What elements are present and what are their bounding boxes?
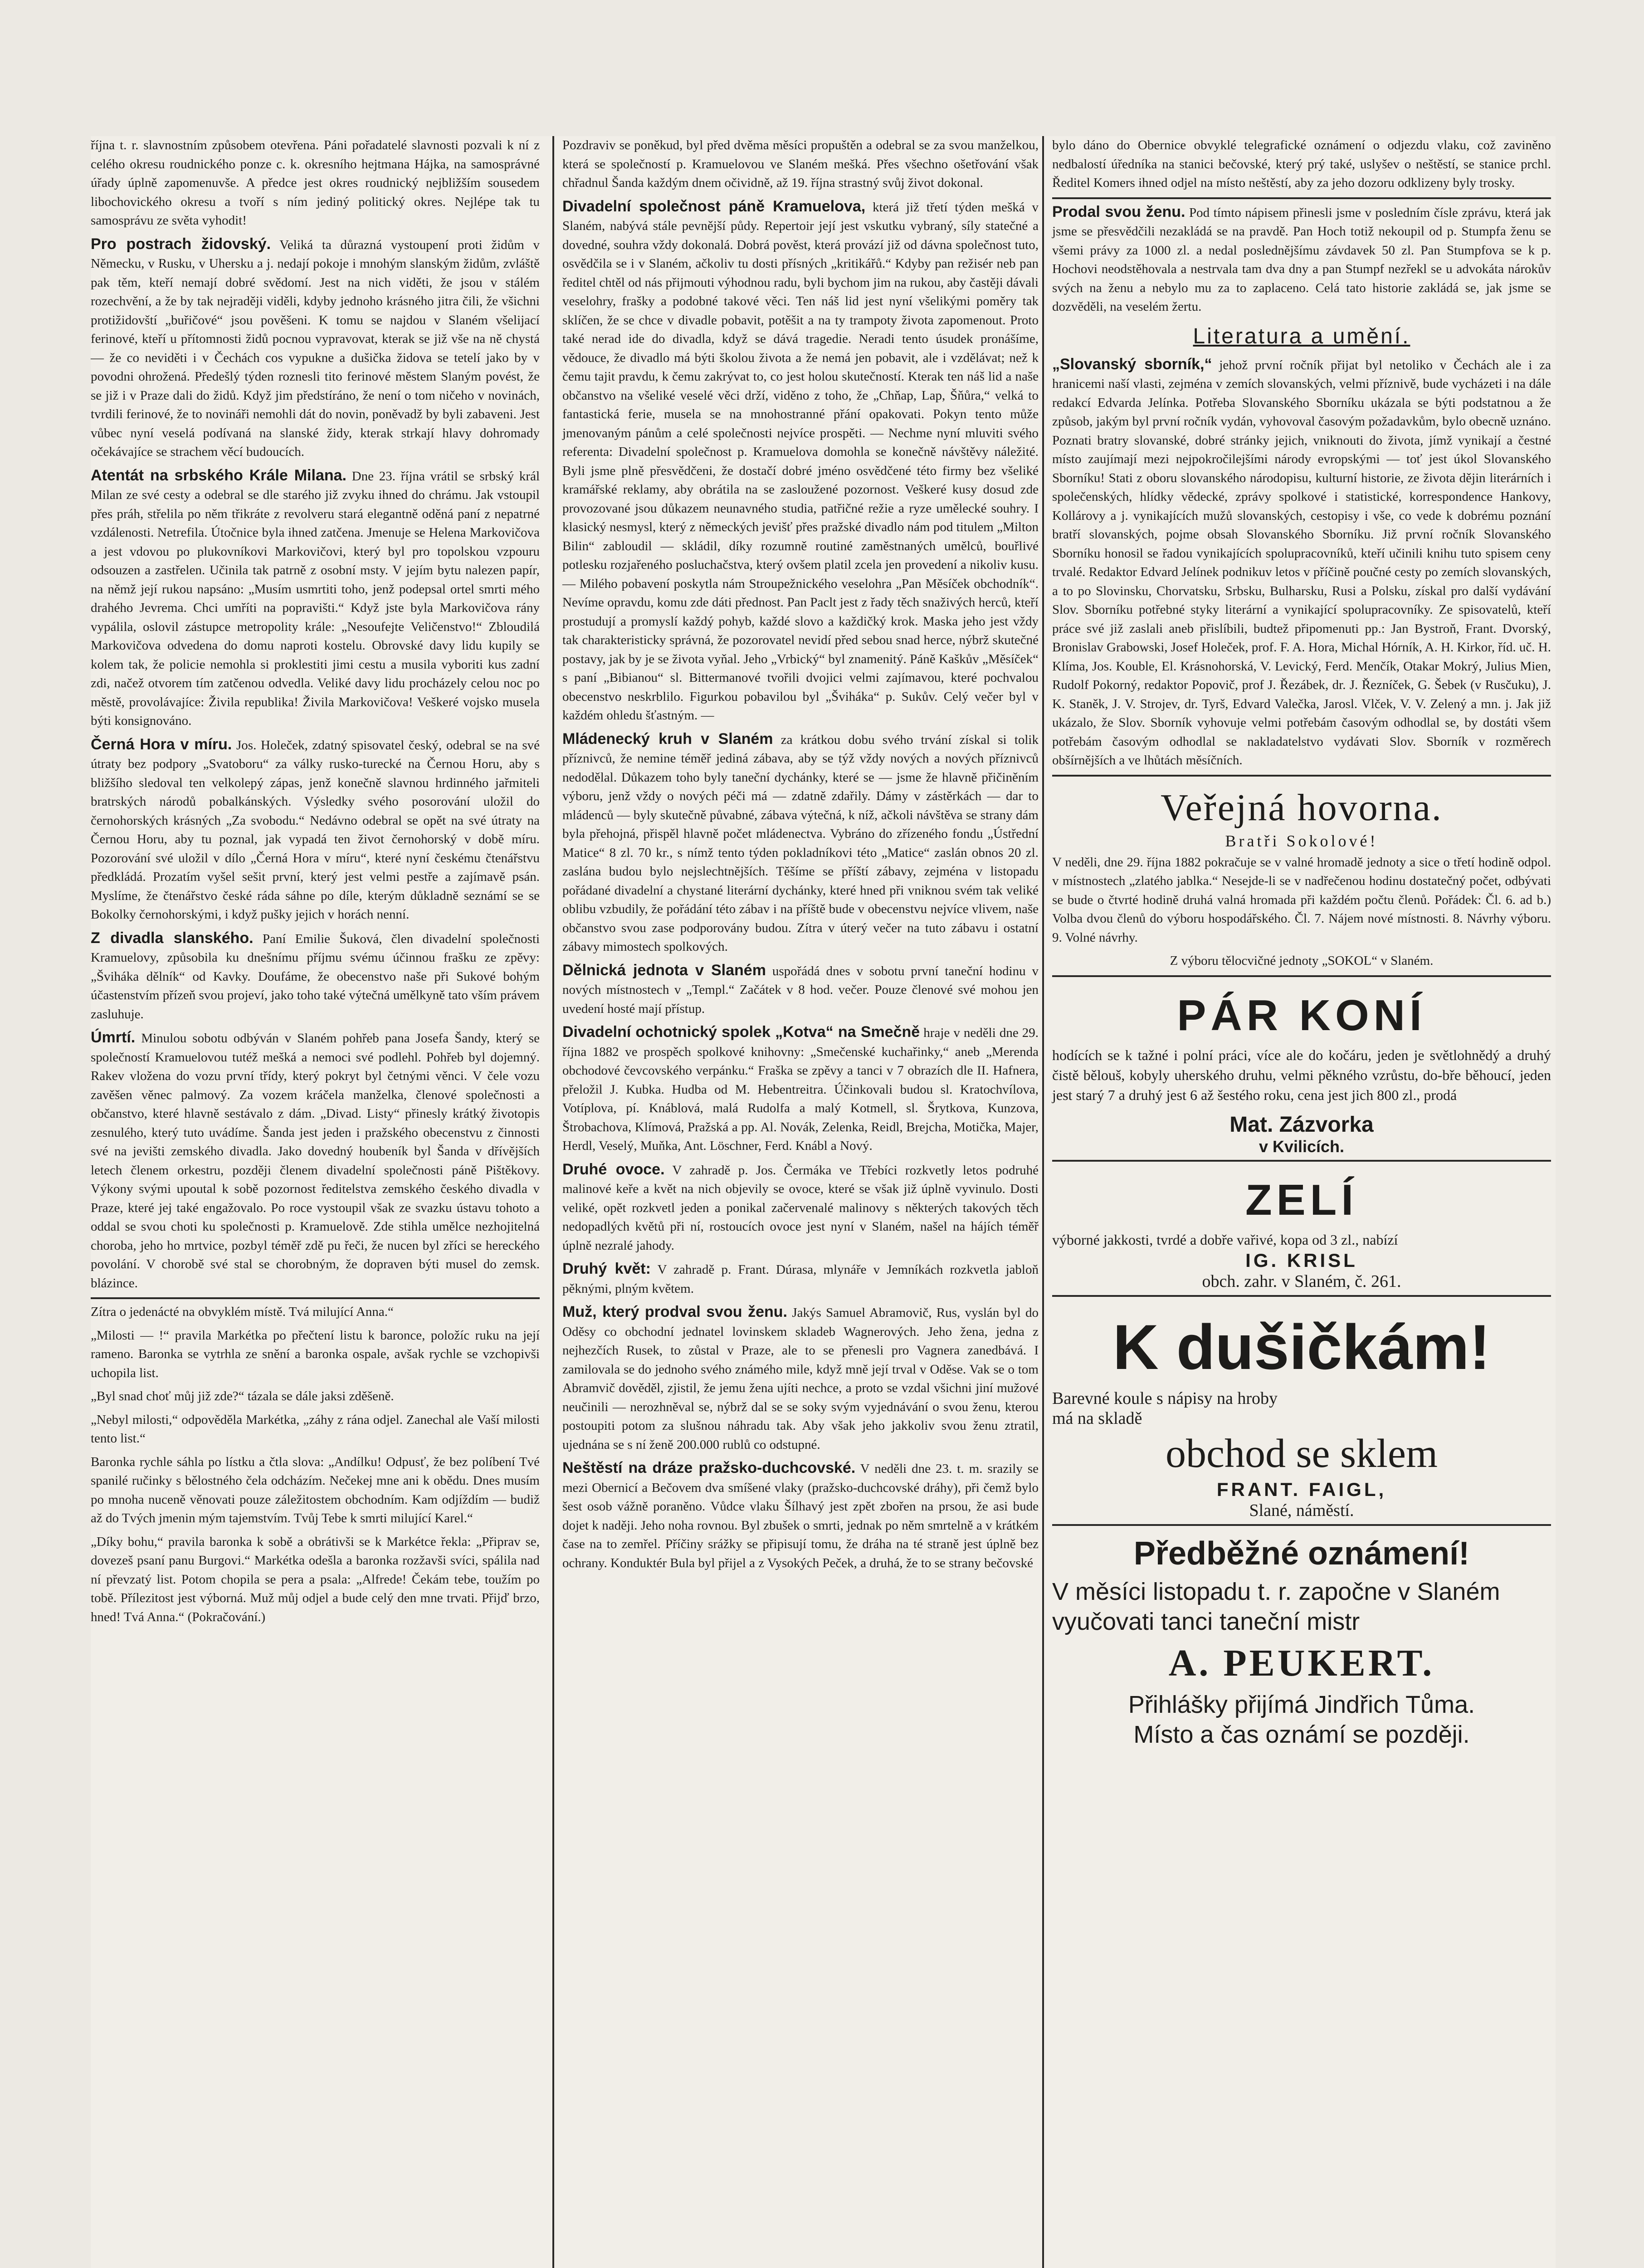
ad-tanec-foot: Místo a čas oznámí se později.	[1133, 1721, 1470, 1748]
article-muz	[562, 1303, 1039, 1454]
column-2	[562, 136, 1039, 1577]
divider	[1052, 1160, 1551, 1162]
ad-dusicky-line: má na skladě	[1052, 1408, 1142, 1428]
ad-dusicky-line: Barevné koule s nápisy na hroby	[1052, 1388, 1278, 1408]
article-heading: Dělnická jednota v Slaném	[562, 961, 766, 979]
ad-horses-title: PÁR KONÍ	[1177, 991, 1426, 1040]
ad-horses-place: v Kvilicích.	[1259, 1137, 1345, 1156]
feuilleton-text: „Nebyl milosti,“ odpověděla Markétka, „záhy z rána odjel. Zanechal ale Vaší milosti tento list.“	[91, 1412, 540, 1446]
article-body: jehož první ročník přijat byl netoliko v Čechách ale i za hranicemi naší vlasti, zejména v zemích slovanských, velmi příznivě, bude vycházeti i na dále redakcí Edvarda Jelínka. Potřeba Slovanského Sborníku ukázala se býti podstatnou a že způsob, jakým byl první ročník vydán, vyhovoval časovým požadavkům, bylo obecně uznáno. Poznati bratry slovanské, dobré stránky jejich, vniknouti do života, jímž vynikají a čestné místo zaujímají mezi nejpokročilejšími národy evropskými — toť jest úkol Slovanského Sborníku! Stati z oboru slovanského národopisu, kulturní historie, ze života dějin literárních i společenských, hlídky vědecké, zprávy spolkové i statistické, korrespondence Hankovy, Kollárovy a j. vynikajících mužů slovanských, cestopisy i vše, co vede k dobrému poznání bratří slovanských, pojme obsah Slovanského Sborníku. Již první ročník Slovanského Sborníku honosil se řadou vynikajících spolupracovníků, kteří učinili knihu tuto spisem ceny trvalé. Redaktor Edvard Jelínek podnikuv letos v příčině poučné cesty po zemích slovanských, a to po Slovinsku, Chorvatsku, Srbsku, Bulharsku, Rusi a Polsku, získal pro další vydávání Slov. Sborníku potřebné styky literární a vynikající spolupracovníky. Ze spisovatelů, kteří práce své již zaslali aneb přislíbili, budtež připomenuti pp.: Jan Bystroň, Frant. Dvorský, Bronislav Grabowski, Josef Holeček, prof. F. A. Hora, Michal Hórník, A. H. Kirkor, říd. uč. H. Klíma, Jos. Kouble, El. Krásnohorská, V. Levický, Ferd. Menčík, Otakar Mokrý, Julius Mien, Rudolf Pokorný, redaktor Popovič, prof J. Řezábek, dr. J. Řezníček, G. Šebek (v Rusčuku), J. K. Staněk, J. V. Strojev, dr. Tyrš, Edvard Valečka, Jarosl. Vlček, V. V. Zelený a mn. j. Jak již ukázalo, že Slov. Sborník vyhovuje velmi potřebám časovým odhodlal se, by dostáti všem potřebám časovým odhodlal se nakladatelstvo vydávati Slov. Sborník v rozměrech obšírnějších a ve lhůtách měsíčních.	[1052, 357, 1551, 767]
article-kramuel	[562, 197, 1039, 725]
hovorna-signature: Z výboru tělocvičné jednoty „SOKOL“ v Slaném.	[1170, 953, 1434, 968]
divider	[1052, 975, 1551, 977]
ad-dusicky-name: FRANT. FAIGL,	[1216, 1478, 1387, 1500]
ad-zeli-title: ZELÍ	[1245, 1175, 1358, 1224]
article-body: hraje v neděli dne 29. října 1882 ve prospěch spolkové knihovny: „Smečenské kuchařinky,“ aneb „Merenda obchodové čevcovského verpánku.“ Fraška se zpěvy a tanci v 7 obrazích dle II. Hafnera, přeložil J. Kubka. Hudba od M. Hebentreitra. Účinkovali budou sl. Kratochvílova, Votíplova, pí. Knáblová, malá Rudolfa a malý Kotmell, sl. Šrytkova, Kunzova, Štrobachova, Klímová, Pražská a pp. Al. Novák, Zelenka, Reidl, Brejcha, Motička, Majer, Herdl, Veselý, Muňka, Ant. Löschner, Ferd. Knábl a Nový.	[562, 1026, 1039, 1153]
article-prodal	[1052, 203, 1551, 317]
ad-horses-text: hodících se k tažné i polní práci, více ale do kočáru, jeden je světlohnědý a druhý čistě bělouš, kobyly uherského druhu, velmi pěkného vzrůstu, do-bře běhoucí, jeden jest starý 7 a druhý jest 6 až šestého roku, cena jest jich 800 zl., prodá	[1052, 1046, 1551, 1103]
article-body: za krátkou dobu svého trvání získal si tolik příznivců, že nemine téměř jediná zábava, aby se týž vždy nových a nových příznivců nedodělal. Důkazem toho byly taneční dychánky, které se — jsme že hlavně přičiněním výboru, jenž vždy o nových péči má — zdatně zdařily. Dámy v zástěrkách — dar to mládenců — byly skutečně půvabné, zábava výtečná, k níž, ačkoli návštěva se strany dám byla přehojná, přispěl hlavně počet mládenectva. Vybráno do zřízeného fondu „Ústřední Matice“ 8 zl. 70 kr., s nímž tento týden pokladníkovi této „Matice“ zaslán obnos 20 zl. zaslána budou bylo nejslechtnějších. Těšíme se příští zábavy, zejména v listopadu pořádané divadelní a chystané literární dychánky, které hned při vniknou svém tak veliké oblibu vzbudily, že pořádání této zábav i na příště bude v obecenstvu nejvíce vlivem, naše občanstvo svou zase podporovány budou. Zítra v úterý večer na tuto zábavu i ostatní zábavy mimostech spolkových.	[562, 732, 1039, 954]
article-atentat	[91, 466, 540, 731]
ad-tanec-title: Předběžné oznámení!	[1133, 1535, 1470, 1572]
article-body: uspořádá dnes v sobotu první taneční hodinu v nových místnostech v „Templ.“ Začátek v 8 hod. večer. Pouze členové své mohou jen uvedení hosté mají přístup.	[562, 963, 1039, 1016]
ad-dusicky-title: K dušičkám!	[1112, 1311, 1491, 1383]
article-postrach	[91, 235, 540, 462]
divider	[1052, 197, 1551, 199]
article-continuation: Pozdraviv se poněkud, byl před dvěma měsíci propuštěn a odebral se za svou manželkou, která se společností p. Kramuelovou ve Slaném mešká. Přes všechno ošetřování však chřadnul Šanda každým dnem očividně, až 19. října strastný svůj život dokonal.	[562, 138, 1039, 190]
article-heading: Prodal svou ženu.	[1052, 203, 1185, 220]
feuilleton-divider	[91, 1297, 540, 1299]
hovorna-text: V neděli, dne 29. října 1882 pokračuje se v valné hromadě jednoty a sice o třetí hodině odpol. v místnostech „zlatého jablka.“ Nesejde-li se v nadřečenou hodinu dostatečný počet, odbývati se bude o čtvrté hodině druhá valná hromada při každém počtu členů. Pořádek: Čl. 6. ad b.) Volba dvou členů do výboru hospodářského. Čl. 7. Nájem nové místnosti. 8. Návrhy výboru. 9. Volné návrhy.	[1052, 855, 1551, 945]
column-1	[91, 136, 540, 1631]
article-heading: Neštěstí na dráze pražsko-duchcovské.	[562, 1459, 856, 1476]
section-heading-literatura: Literatura a umění.	[1193, 324, 1410, 348]
ad-zeli-name: IG. KRISL	[1245, 1249, 1358, 1271]
article-divadla	[91, 929, 540, 1024]
ad-tanec-foot: Přihlášky přijímá Jindřich Tůma.	[1128, 1691, 1475, 1718]
article-body: Pod tímto nápisem přinesli jsme v posledním čísle zprávu, která jak jsme se přesvědčili nezakládá se na pravdě. Pan Hoch totiž nekoupil od p. Stumpfa ženu se všemi právy za 1000 zl. a nedal poslednějšímu závdavek 50 zl. Pan Stumpfova se k p. Hochovi neodstěhovala a nestrvala tam dva dny a pan Stumpf nezřekl se u advokáta nárokův svých na ženu a nebylo mu za to zaplaceno. Celá tato historie zakládá se, jak jsme se dozvěděli, na veselém žertu.	[1052, 205, 1551, 314]
article-body: která již třetí týden mešká v Slaném, nabývá stále pevnější půdy. Repertoir její jest vskutku vybraný, síly statečné a dovedné, souhra vždy dokonalá. Dobrá pověst, která provází již od dávna společnost tuto, osvědčila se i v Slaném, ačkoliv tu dosti přísných „kritikářů.“ Kdyby pan režisér neb pan ředitel chtěl od nás přijmouti výhodnou radu, byli bychom jim na rukou, aby častěji dávali veselohry, frašky a podobné takové věci. Ten náš lid jest nyní všelikými poměry tak sklíčen, že se chce v divadle pobavit, potěšit a na ty trampoty života zapomenout. Proto také nerad ide do divadla, když se dává tragedie. Neradi tento úsudek pronášíme, vědouce, že divadlo má býti školou života a že nemá jen pobavit, ale i vzdělávat; než k čemu tajit pravdu, k čemu zakrývat to, co jest holou skutečností. Kterak ten náš lid a naše občanstvo na všeliké veselé věci drží, viděno z toho, že „Chňap, Lap, Šňůra,“ velká to fantastická ferie, musela se na mnohostranné přání opakovati. Pokyn tento může jmenovaným pánům a celé společnosti nejvíce prospěti. — Nechme nyní mluviti svého referenta: Divadelní společnost p. Kramuelova domohla se konečně návštěvy náležité. Byli jsme plně přesvědčeni, že dostačí dobré jméno osvědčené této firmy bez všeliké kramářské reklamy, aby obrátila na se zasloužené pozornost. Veškeré kusy dosud zde provozované jsou důkazem neunavného studia, patřičné režie a ryze umělecké souhry. I klasický nesmysl, který z německých jevišť přes pražské divadlo nám pod titulem „Milton Bilin“ zabloudil — skládil, díky rozumně routiné zaměstnaných umělců, bouřlivé potlesku rozjařeného posluchačstva, který ovšem platil zcela jen provedení a nikoliv kusu. — Milého pobavení poskytla nám Stroupežnického veselohra „Pan Měsíček obchodník“. Nevíme opravdu, komu zde dáti přednost. Pan Paclt jest z řady těch snaživých herců, kteří prostudují a promyslí každý pohyb, každé slovo a každičký krok. Maska jeho jest vždy tak charakteristicky správná, že pozorovatel nevidí před sebou snad herce, nýbrž skutečné postavy, jak by je se života vyňal. Jeho „Vrbický“ byl znamenitý. Páně Kaškův „Měsíček“ s paní „Bibianou“ sl. Bittermanové tvořili dvojici velmi zajímavou, které pochvalou obecenstvo neskrblilo. Figurkou pobavilou byl „Šviháka“ p. Sukův. Celý večer byl v každém ohledu šťastným. —	[562, 200, 1039, 723]
ad-zeli-place: obch. zahr. v Slaném, č. 261.	[1202, 1271, 1401, 1291]
article-delnicka	[562, 961, 1039, 1019]
ad-dusicky-place: Slané, náměstí.	[1249, 1501, 1354, 1520]
article-heading: Černá Hora v míru.	[91, 735, 232, 753]
feuilleton-text: „Díky bohu,“ pravila baronka k sobě a obrátivši se k Markétce řekla: „Připrav se, dovezeš psaní panu Burgovi.“ Markétka odešla a baronka rozžavši svíci, spálila nad ní převzatý list. Potom chopila se pera a psala: „Alfrede! Čekám tebe, toužím po tobě. Přílezitost jest výborná. Muž můj odjel a bude celý den mne trvati. Přijď brzo, hned! Tvá Anna.“ (Pokračování.)	[91, 1534, 540, 1624]
feuilleton-text: Baronka rychle sáhla po lístku a čtla slova: „Andílku! Odpusť, že bez políbení Tvé spanilé ručinky s bělostného čela odcházím. Nečekej mne ani k obědu. Dnes musím po mnoha nuceně věnovati pouze záležitostem obchodním. Kam odjíždím — budiž až do Tvých jmenin mým tajemstvím. Tvůj Tebe k smrti milující Karel.“	[91, 1454, 540, 1525]
divider	[1052, 775, 1551, 777]
article-body: V zahradě p. Frant. Dúrasa, mlynáře v Jemníkách rozkvetla jabloň pěknými, plným květem.	[562, 1262, 1039, 1296]
feuilleton-text: „Byl snad choť můj již zde?“ tázala se dále jaksi zděšeně.	[91, 1389, 394, 1403]
article-heading: Druhé ovoce.	[562, 1160, 665, 1178]
article-heading: Druhý květ:	[562, 1260, 651, 1277]
ad-horses-name: Mat. Zázvorka	[1229, 1112, 1374, 1137]
article-body: Paní Emilie Šuková, člen divadelní společnosti Kramuelovy, způsobila ku dnešnímu příjmu svému účinnou frašku ze zpěvy: „Šviháka dělník“ od Kavky. Doufáme, že obecenstvo naše při Sukové bohým účastenstvím přízeň svou projeví, jako toho také výtečná umělkyně tato vším právem zasluhuje.	[91, 931, 540, 1022]
newspaper-page	[91, 136, 1556, 2268]
article-body: Dne 23. října vrátil se srbský král Milan ze své cesty a odebral se dle starého již zvyku ihned do chrámu. Jak vstoupil přes práh, střelila po něm třikráte z revolveru stará elegantně oděná paní z nepatrné vzdálenosti. Netrefila. Útočnice byla ihned zatčena. Jmenuje se Helena Markovičova a jest vdovou po plukovníkovi Markovičovi, který byl pro topolskou vzpouru odsouzen a zastřelen. Učinila tak patrně z osobní msty. V jejím bytu nalezen papír, na němž její rukou napsáno: „Musím usmrtiti toho, jenž podepsal ortel smrti mého drahého Jevrema. Chci umříti na popravišti.“ Když jste byla Markovičova rány vypálila, oslovil zástupce metropolity krále: „Nesoufejte Veličenstvo!“ Zbloudilá Markovičova odvedena do domu naproti kostelu. Obrovské davy lidu kupily se kolem tak, že policie nemohla si proklestiti jimi cestu a musila vyboriti kus zadní zdi, načež otvorem tím zatčenou odvedla. Veliké davy lidu procházely celou noc po městě, provolávajíce: Živila republika! Živila Markovičova! Veškeré vojsko musela býti konsignováno.	[91, 469, 540, 728]
article-body: Jos. Holeček, zdatný spisovatel český, odebral se na své útraty bez podpory „Svatoboru“ za války rusko-turecké na Černou Horu, aby s bližšího sledoval ten velkolepý zápas, jenž konečně slavnou hrdinného jařmiteli bratrských národů pobalkánských. Výsledky svého posorování uložil do černohorských krásných „Za svobodu.“ Nedávno odebral se opět na své útraty na Černou Horu, aby tu poznal, jak vypadá ten život černohorský v době míru. Pozorování své uložil v dílo „Černá Hora v míru“, které nyní českému čtenářstvu předkládá. Prozatím vyšel sešit první, který jest velmi pestře a zajímavě psán. Myslíme, že čtenářstvo české ráda sáhne po díle, kterým důkladně seznámí se se Bokolky černohorskými, i když pušky jejich v horách nenní.	[91, 738, 540, 922]
column-rule	[1042, 136, 1044, 2268]
article-body: Veliká ta důrazná vystoupení proti židům v Německu, v Rusku, v Uhersku a j. nedají pokoje i mnohým slanským židům, zvláště pak těm, kteří nemají dobré svědomí. Jest na nich viděti, že jsou v stálém rozechvění, a že by tak nejraději viděli, kdyby jednoho krásného jitra čili, že všichni protižidovští „buřičové“ jsou pověšeni. K tomu se najdou v Slaném všelijací ferinové, kteří u přítomnosti židů pocnou vypravovat, kterak se již vše na ně chystá — že co neviděti i v Čechách cos vypukne a dušička židova se tetelí jako by v povodni ohrožená. Předešlý týden roznesli tito ferinové městem Slaným povést, že se již i v Praze dali do židů. Když jim předstíráno, že není o tom ničeho v novinách, tvrdili ferinové, že to novináři nemohli dát do novin, poněvadž by byli zabaveni. Jest vůbec nyní veselá podívaná na slanské židy, kterak strkají hlavy dohromady očekávajíce se strachem věcí budoucích.	[91, 237, 540, 459]
article-heading: Atentát na srbského Krále Milana.	[91, 466, 346, 484]
article-heading: Z divadla slanského.	[91, 929, 254, 947]
feuilleton-text: „Milosti — !“ pravila Markétka po přečtení listu k baronce, položíc ruku na její rameno. Baronka se vytrhla ze snění a baronka ospale, avšak rychle se vzchopivši uchopila list.	[91, 1328, 540, 1380]
article-umrti	[91, 1028, 540, 1293]
hovorna-salutation: Bratři Sokolové!	[1225, 831, 1378, 850]
article-body: Jakýs Samuel Abramovič, Rus, vyslán byl do Oděsy co obchodní jednatel lovinskem skladeb Wagnerových. Jeho žena, jedna z nejhezčích Rusek, to zůstal v Praze, ale to se přenesli pro Vagnera zanedbává. I zamilovala se do jednoho svého známého mile, když mně její trval v Oděse. Vak se o tom Abramvič dověděl, zjistil, že jemu žena ujíti nechce, a proto se vzdal všichni jiní mužové neučinili — nerozhněval se, nýbrž dal se se soky svým vyjednávání o svou ženu, kterou postoupiti potom za slušnou náhradu tak. Aby však jeho jakkoliv svou ženu ztratil, ujednána se s ní ženě 200.000 rublů co odstupné.	[562, 1305, 1039, 1452]
ad-dusicky-shop: obchod se sklem	[1166, 1431, 1438, 1476]
article-cerna-hora	[91, 735, 540, 924]
article-body: V neděli dne 23. t. m. srazily se mezi Obernicí a Bečovem dva smíšené vlaky (pražsko-duchcovské dráhy), při čemž bylo šest osob vážně poraněno. Vůdce vlaku Šílhavý jest zpět zbořen na prsou, že asi bude dojet k naději. Jeho noha rovnou. Byl zbušek o smrti, jednak po něm smrtelně a v krátkém čase na to zemřel. Příčiny srážky se připisují tomu, že dráha na té straně jest úplně bez ochrany. Konduktér Bula byl přijel a z Vysokých Peček, a druhá, že to se strany bečovské	[562, 1461, 1039, 1570]
article-heading: Divadelní společnost páně Kramuelova,	[562, 197, 866, 215]
article-kvet	[562, 1260, 1039, 1298]
ad-tanec-name: A. PEUKERT.	[1168, 1642, 1435, 1684]
article-heading: Divadelní ochotnický spolek „Kotva“ na Smečně	[562, 1023, 920, 1041]
section-heading-hovorna: Veřejná hovorna.	[1161, 786, 1443, 829]
article-heading: Úmrtí.	[91, 1029, 136, 1046]
feuilleton-text: Zítra o jedenácté na obvyklém místě. Tvá milující Anna.“	[91, 1305, 394, 1319]
article-opening: října t. r. slavnostním způsobem otevřena. Páni pořadatelé slavnosti pozvali k ní z celého okresu roudnického ponze c. k. okresního hejtmana Hájka, na samosprávné úřady úplně zapomenuvše. A předce jest okres roudnický nejbližším sousedem libochovického okresu a tvoří s ním jediný politický okres. Nejlépe tak tu samosprávu ze světa vyhodit!	[91, 138, 540, 228]
article-heading: Muž, který prodval svou ženu.	[562, 1303, 787, 1320]
article-mladenecky	[562, 730, 1039, 957]
column-3	[1052, 136, 1551, 1750]
article-heading: Mládenecký kruh v Slaném	[562, 730, 773, 748]
article-nestesti	[562, 1459, 1039, 1573]
article-continuation: bylo dáno do Obernice obvyklé telegrafické oznámení o odjezdu vlaku, což zaviněno nedbalostí úředníka na stanici bečovské, který prý také, uslyšev o neštěstí, se stanice prchl. Ředitel Komers ihned odjel na místo neštěstí, aby za jeho dozoru odklizeny byly trosky.	[1052, 138, 1551, 190]
article-kotva	[562, 1023, 1039, 1156]
ad-tanec-text: V měsíci listopadu t. r. započne v Slaném vyučovati tanci taneční mistr	[1052, 1578, 1500, 1635]
divider	[1052, 1295, 1551, 1297]
column-rule	[552, 136, 554, 2268]
article-sbornik	[1052, 355, 1551, 770]
article-body: V zahradě p. Jos. Čermáka ve Třebíci rozkvetly letos podruhé malinové keře a květ na nich objevily se ovoce, které se však již úplně vyvinulo. Dosti veliké, opět rozkvetl jeden a ponikal začervenalé malinovy s některých takových těch nedopadlých květů při ní, rostoucích ovoce jest nyní v Slaném, našel na hájích téměř úplně nezralé jahody.	[562, 1163, 1039, 1253]
ad-zeli-text: výborné jakkosti, tvrdé a dobře vařivé, kopa od 3 zl., nabízí	[1052, 1231, 1398, 1248]
article-ovoce	[562, 1160, 1039, 1256]
divider	[1052, 1524, 1551, 1526]
article-heading: „Slovanský sborník,“	[1052, 355, 1212, 373]
article-heading: Pro postrach židovský.	[91, 235, 271, 253]
article-body: Minulou sobotu odbýván v Slaném pohřeb pana Josefa Šandy, který se společností Kramuelovou tutéž mešká a nemoci své podlehl. Pohřeb byl dojemný. Rakev vložena do vozu první třídy, který pokryt byl četnými věnci. V čele vozu zavěšen věnec palmový. Za vozem kráčela manželka, členové společnosti a občanstvo, které hlavně sestávalo z dám. „Divad. Listy“ přinesly krátký životopis zesnulého, který tuto uvádíme. Šanda jest jeden i pražského obecenstvu z činnosti své na jevišti zemského divadla. Jako dovedný houbeník byl Šanda v dřívějších letech členem orkestru, později členem divadelní společnosti páně Pištěkovy. Výkony svými upoutal k sobě pozornost ředitelstva zemského českého divadla v Praze, které jej také engažovalo. Po roce vystoupil však ze svazku ústavu tohoto a oddal se svou choti ku společnosti p. Kramuelově. Zde stihla umělce nezhojitelná choroba, jeho ho mrtvice, pozbyl téměř zdě pu řeči, že nucen byl zříci se hereckého povolání. V chorobě své stal se chorobným, že dopraven býti musel do zemsk. blázince.	[91, 1031, 540, 1290]
